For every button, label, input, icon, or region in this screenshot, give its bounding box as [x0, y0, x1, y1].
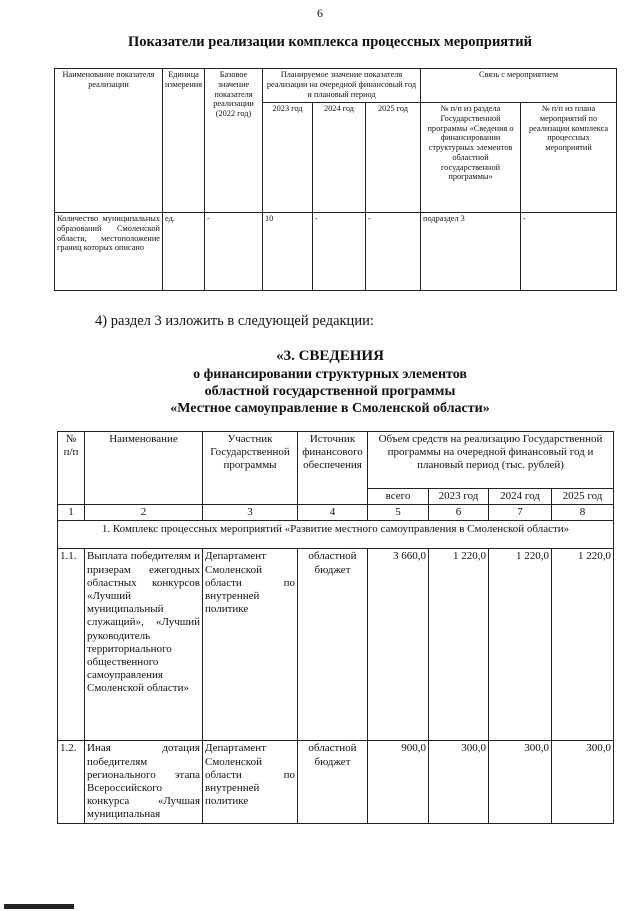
col-number: 4 [298, 505, 368, 521]
row-participant: Департамент Смоленской области по внутренней политике [203, 741, 298, 823]
row-2023: 1 220,0 [429, 549, 489, 741]
indicator-2025: - [366, 213, 421, 291]
row-participant: Департамент Смоленской области по внутренней политике [203, 549, 298, 741]
row-2025: 300,0 [552, 741, 614, 823]
header-volume: Объем средств на реализацию Государственной программы на очередной финансовый год и плановый период (тыс. рублей) [368, 432, 614, 489]
heading-line-3: областной государственной программы [204, 384, 456, 399]
header-total: всего [368, 489, 429, 505]
heading-line-4: «Местное самоуправление в Смоленской области» [170, 401, 490, 416]
heading-line-2: о финансировании структурных элементов [193, 367, 467, 382]
header-source: Источник финансового обеспечения [298, 432, 368, 505]
table-row [55, 213, 617, 291]
item-4-text: 4) раздел 3 изложить в следующей редакции: [95, 313, 374, 329]
col-number: 1 [58, 505, 85, 521]
header-link: Связь с мероприятием [421, 69, 617, 103]
heading-line-1: «3. СВЕДЕНИЯ [276, 348, 384, 364]
row-name: Выплата победителям и призерам ежегодных областных конкурсов «Лучший муниципальный служащий», «Лучший руководитель территориального общественного самоуправления Смоленской области» [85, 549, 203, 741]
financing-table [57, 431, 614, 824]
indicator-2024: - [313, 213, 366, 291]
indicators-table [54, 68, 617, 291]
indicator-link-plan: - [521, 213, 617, 291]
header-participant: Участник Государственной программы [203, 432, 298, 505]
col-number: 5 [368, 505, 429, 521]
header-link-plan: № п/п из плана мероприятий по реализации комплекса процессных мероприятий [521, 103, 617, 213]
column-numbers-row [58, 505, 614, 521]
row-source: областной бюджет [298, 741, 368, 823]
indicator-name: Количество муниципальных образований Смоленской области, местоположение границ которых описано [55, 213, 163, 291]
row-2025: 1 220,0 [552, 549, 614, 741]
header-indicator-name: Наименование показателя реализации [55, 69, 163, 213]
indicator-unit: ед. [163, 213, 205, 291]
header-2025: 2025 год [366, 103, 421, 213]
complex-title: 1. Комплекс процессных мероприятий «Развитие местного самоуправления в Смоленской области» [58, 521, 614, 549]
row-source: областной бюджет [298, 549, 368, 741]
row-2024: 1 220,0 [489, 549, 552, 741]
indicator-2023: 10 [263, 213, 313, 291]
col-number: 7 [489, 505, 552, 521]
col-number: 6 [429, 505, 489, 521]
row-total: 900,0 [368, 741, 429, 823]
header-2023: 2023 год [429, 489, 489, 505]
indicator-base: - [205, 213, 263, 291]
header-2025: 2025 год [552, 489, 614, 505]
header-unit: Единица измерения [163, 69, 205, 213]
row-2023: 300,0 [429, 741, 489, 823]
scan-edge-mark [4, 904, 74, 909]
indicator-link-section: подраздел 3 [421, 213, 521, 291]
header-2023: 2023 год [263, 103, 313, 213]
page-number: 6 [317, 6, 323, 20]
table-row [58, 549, 614, 741]
table-row [58, 741, 614, 823]
header-num: № п/п [58, 432, 85, 505]
header-name: Наименование [85, 432, 203, 505]
section-title: Показатели реализации комплекса процессных мероприятий [128, 34, 532, 50]
header-planned-value: Планируемое значение показателя реализации на очередной финансовый год и плановый период [263, 69, 421, 103]
header-link-section: № п/п из раздела Государственной программы «Сведения о финансировании структурных элементов областной государственной программы» [421, 103, 521, 213]
header-base-value: Базовое значение показателя реализации (2022 год) [205, 69, 263, 213]
row-total: 3 660,0 [368, 549, 429, 741]
row-name: Иная дотация победителям регионального этапа Всероссийского конкурса «Лучшая муниципальная [85, 741, 203, 823]
row-2024: 300,0 [489, 741, 552, 823]
col-number: 2 [85, 505, 203, 521]
col-number: 8 [552, 505, 614, 521]
header-2024: 2024 год [489, 489, 552, 505]
header-2024: 2024 год [313, 103, 366, 213]
row-num: 1.2. [58, 741, 85, 823]
col-number: 3 [203, 505, 298, 521]
row-num: 1.1. [58, 549, 85, 741]
